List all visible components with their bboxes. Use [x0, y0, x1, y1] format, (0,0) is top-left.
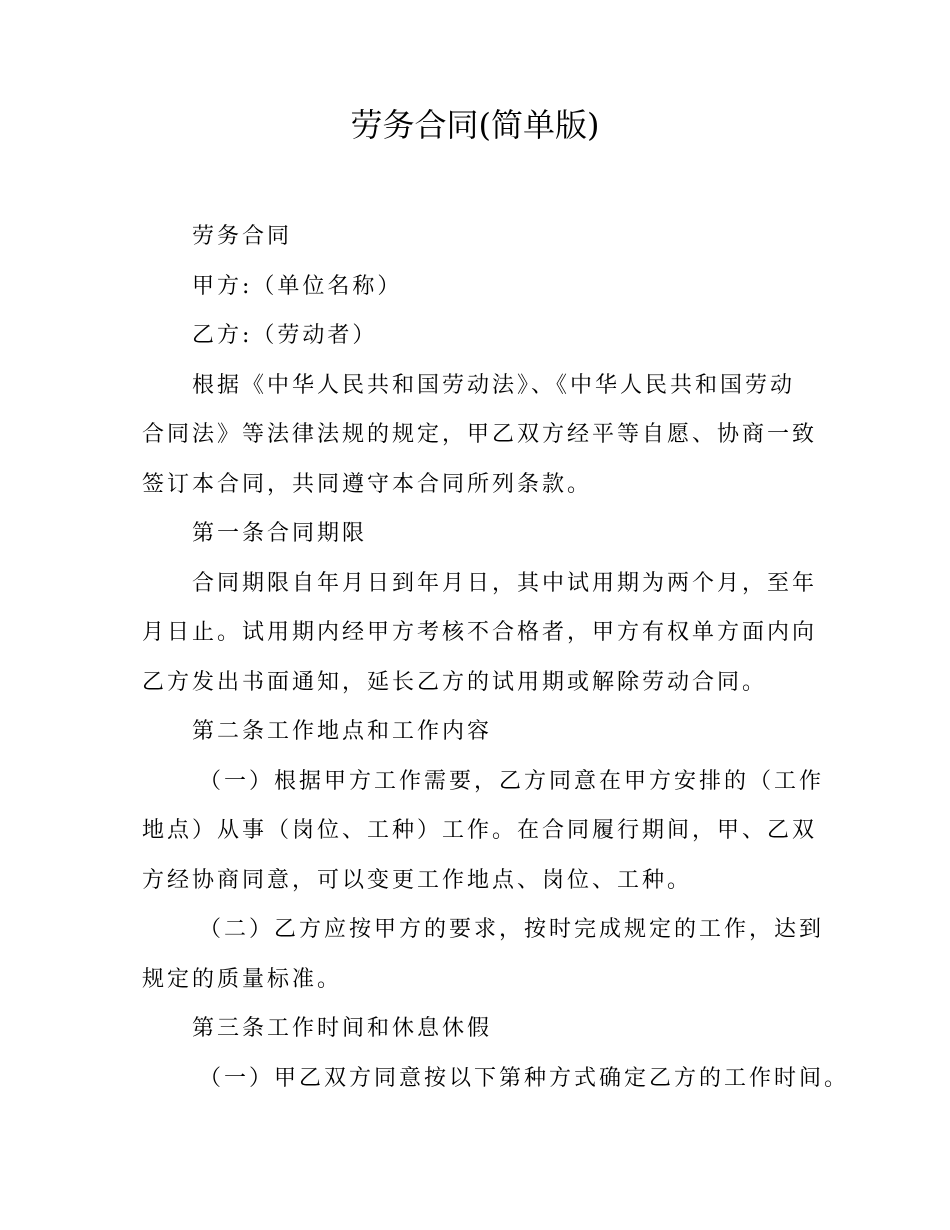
- party-a-line: 甲方:（单位名称）: [192, 273, 403, 299]
- article-3-item-1-line-1: （一）甲乙双方同意按以下第种方式确定乙方的工作时间。: [199, 1065, 850, 1091]
- preamble-line-2: 合同法》等法律法规的规定，甲乙双方经平等自愿、协商一致: [142, 422, 818, 447]
- article-2-item-2-line-2: 规定的质量标准。: [142, 966, 343, 992]
- preamble-line-1: 根据《中华人民共和国劳动法》、《中华人民共和国劳动: [192, 372, 796, 398]
- article-2-heading: 第二条工作地点和工作内容: [192, 719, 493, 744]
- heading-contract: 劳务合同: [192, 224, 293, 249]
- document-title: 劳务合同(简单版): [350, 106, 600, 144]
- article-1-line-1: 合同期限自年月日到年月日，其中试用期为两个月，至年: [192, 570, 818, 596]
- article-2-item-1-line-1: （一）根据甲方工作需要，乙方同意在甲方安排的（工作: [199, 768, 825, 794]
- article-2-item-2-line-1: （二）乙方应按甲方的要求，按时完成规定的工作，达到: [199, 917, 825, 942]
- document-body: [142, 212, 850, 1103]
- article-2-item-1-line-3: 方经协商同意，可以变更工作地点、岗位、工种。: [142, 867, 693, 893]
- article-2-item-1-line-2: 地点）从事（岗位、工种）工作。在合同履行期间，甲、乙双: [142, 818, 818, 843]
- article-3-heading: 第三条工作时间和休息休假: [192, 1016, 493, 1041]
- party-b-line: 乙方:（劳动者）: [192, 323, 378, 348]
- preamble-line-3: 签订本合同，共同遵守本合同所列条款。: [142, 471, 593, 497]
- article-1-line-2: 月日止。试用期内经甲方考核不合格者，甲方有权单方面内向: [142, 620, 818, 645]
- article-1-line-3: 乙方发出书面通知，延长乙方的试用期或解除劳动合同。: [142, 669, 768, 695]
- article-1-heading: 第一条合同期限: [192, 521, 368, 546]
